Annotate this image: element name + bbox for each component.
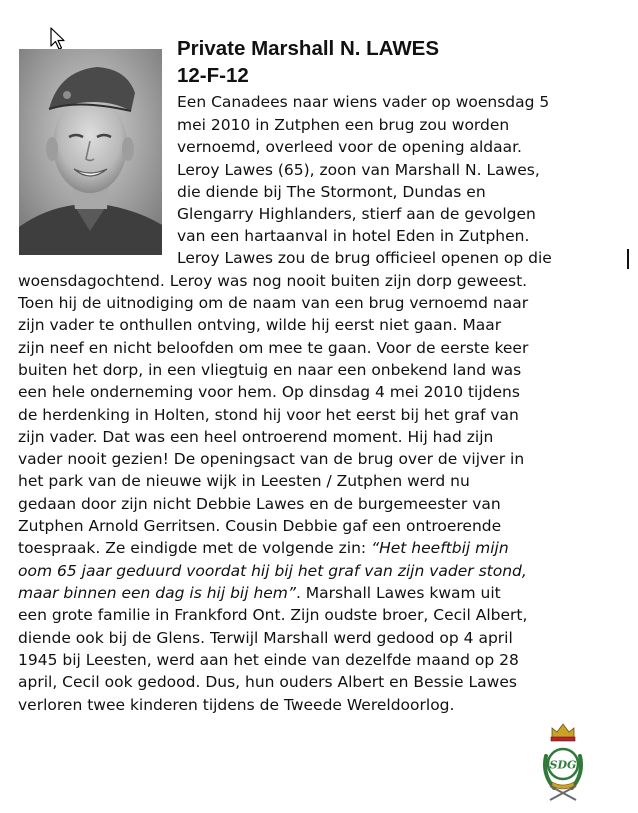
body-line: verloren twee kinderen tijdens de Tweede Wereldoorlog. — [18, 696, 455, 714]
regimental-crest-icon — [538, 722, 588, 802]
body-line: gedaan door zijn nicht Debbie Lawes en de burgemeester van — [18, 495, 501, 513]
body-line: Leroy Lawes zou de brug officieel openen op die — [177, 249, 552, 267]
body-line: het park van de nieuwe wijk in Leesten / Zutphen werd nu — [18, 472, 470, 490]
body-line: een hele onderneming voor hem. Op dinsdag 4 mei 2010 tijdens — [18, 383, 520, 401]
body-line: zijn neef en nicht beloofden om mee te gaan. Voor de eerste keer — [18, 339, 529, 357]
quote-line — [18, 583, 501, 603]
body-line: Zutphen Arnold Gerritsen. Cousin Debbie gaf een ontroerende — [18, 517, 502, 535]
quote-text: maar binnen een dag is hij bij hem” — [18, 584, 296, 602]
grave-reference: 12-F-12 — [177, 64, 249, 87]
body-line: mei 2010 in Zutphen een brug zou worden — [177, 116, 510, 134]
body-line: zijn vader. Dat was een heel ontroerend moment. Hij had zijn — [18, 428, 494, 446]
portrait-photo — [19, 49, 162, 255]
body-line-text: toespraak. Ze eindigde met de volgende zin: — [18, 539, 372, 557]
body-line: buiten het dorp, in een vliegtuig en naar een onbekend land was — [18, 361, 522, 379]
body-line: vernoemd, overleed voor de opening aldaar. — [177, 138, 522, 156]
soldier-name: Private Marshall N. LAWES — [177, 37, 440, 60]
body-line: april, Cecil ook gedood. Dus, hun ouders Albert en Bessie Lawes — [18, 673, 517, 691]
body-line: Een Canadees naar wiens vader op woensdag 5 — [177, 93, 550, 111]
body-line: van een hartaanval in hotel Eden in Zutphen. — [177, 227, 530, 245]
mouse-pointer-icon — [50, 27, 66, 51]
body-line: vader nooit gezien! De openingsact van de brug over de vijver in — [18, 450, 525, 468]
body-line: Leroy Lawes (65), zoon van Marshall N. Lawes, — [177, 161, 540, 179]
quote-line — [18, 561, 527, 581]
body-line: Glengarry Highlanders, stierf aan de gevolgen — [177, 205, 536, 223]
body-line: de herdenking in Holten, stond hij voor het eerst bij het graf van — [18, 406, 519, 424]
body-line: diende ook bij de Glens. Terwijl Marshall werd gedood op 4 april — [18, 629, 513, 647]
body-line: Toen hij de uitnodiging om de naam van een brug vernoemd naar — [18, 294, 529, 312]
body-line: zijn vader te onthullen ontving, wilde hij eerst niet gaan. Maar — [18, 316, 502, 334]
body-line: die diende bij The Stormont, Dundas en — [177, 183, 486, 201]
body-line-text: . Marshall Lawes kwam uit — [295, 584, 501, 602]
body-line: 1945 bij Leesten, werd aan het einde van dezelfde maand op 28 — [18, 651, 519, 669]
text-caret — [627, 249, 629, 269]
quote-text: oom 65 jaar geduurd voordat hij bij het graf van zijn vader stond, — [18, 562, 527, 580]
crest-monogram: SDG — [549, 758, 577, 772]
body-line: woensdagochtend. Leroy was nog nooit buiten zijn dorp geweest. — [18, 272, 528, 290]
quote-text: “Het heeftbij mijn — [371, 539, 509, 557]
body-line — [18, 538, 509, 558]
body-line: een grote familie in Frankford Ont. Zijn oudste broer, Cecil Albert, — [18, 606, 528, 624]
